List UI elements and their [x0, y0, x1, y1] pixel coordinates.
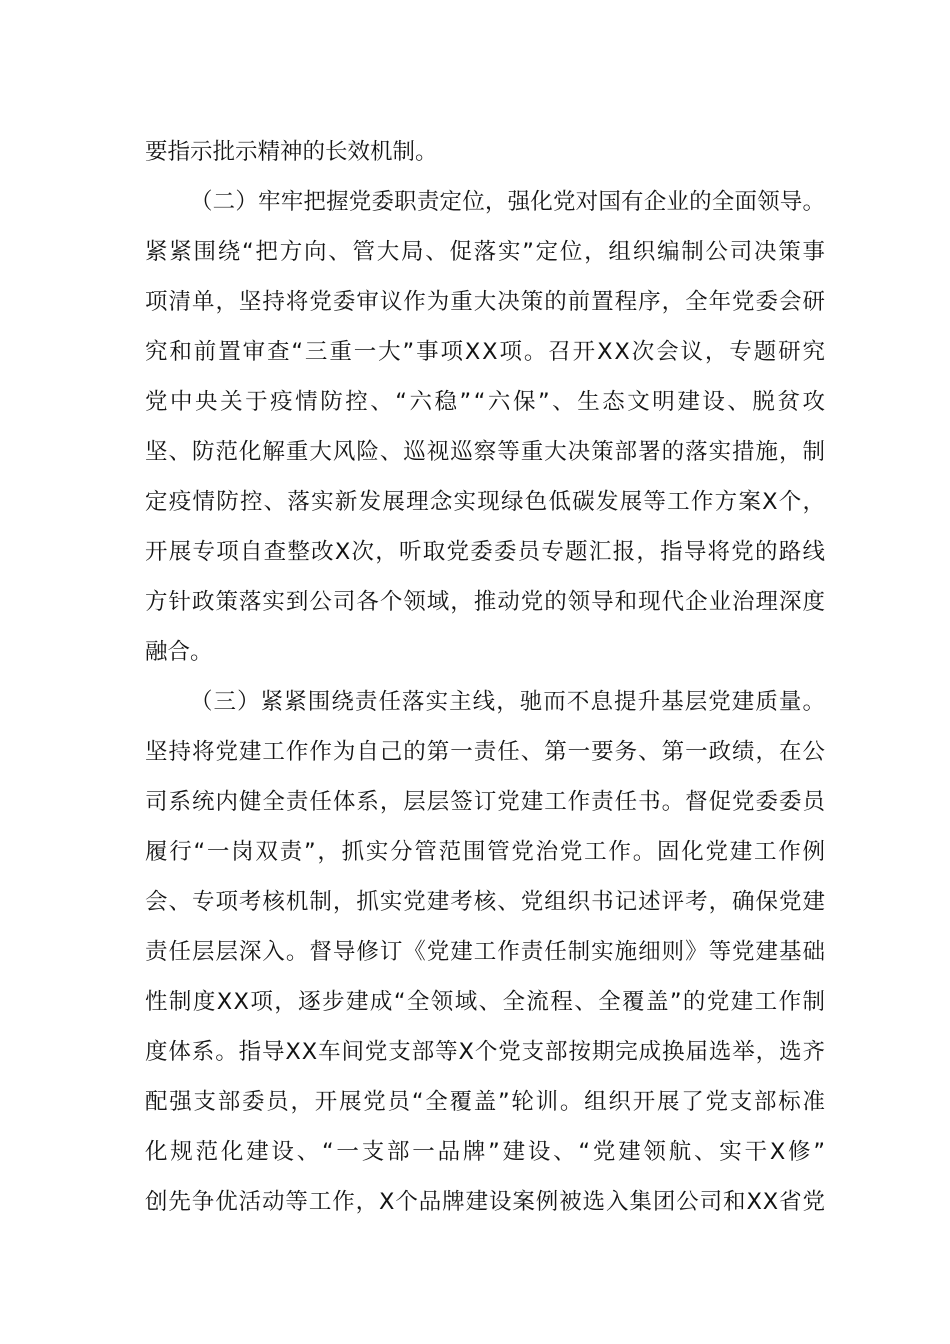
text-line-3: 紧紧围绕“把方向、管大局、促落实”定位，组织编制公司决策事	[145, 239, 827, 265]
text-line-21: 化规范化建设、“一支部一品牌”建设、“党建领航、实干X修”	[145, 1139, 828, 1165]
text-line-19: 度体系。指导XX车间党支部等X个党支部按期完成换届选举，选齐	[145, 1039, 826, 1065]
text-line-12: （三）紧紧围绕责任落实主线，驰而不息提升基层党建质量。	[190, 689, 827, 715]
text-line-9: 开展专项自查整改X次，听取党委委员专题汇报，指导将党的路线	[145, 539, 827, 565]
text-line-11: 融合。	[145, 639, 213, 665]
text-line-22: 创先争优活动等工作，X个品牌建设案例被选入集团公司和XX省党	[145, 1189, 826, 1215]
text-line-13: 坚持将党建工作作为自己的第一责任、第一要务、第一政绩，在公	[145, 739, 826, 765]
text-line-1: 要指示批示精神的长效机制。	[145, 139, 438, 165]
text-line-4: 项清单，坚持将党委审议作为重大决策的前置程序，全年党委会研	[145, 289, 826, 315]
text-line-8: 定疫情防控、落实新发展理念实现绿色低碳发展等工作方案X个，	[145, 489, 827, 515]
text-line-16: 会、专项考核机制，抓实党建考核、党组织书记述评考，确保党建	[145, 889, 826, 915]
text-line-18: 性制度XX项，逐步建成“全领域、全流程、全覆盖”的党建工作制	[145, 989, 827, 1015]
text-line-10: 方针政策落实到公司各个领域，推动党的领导和现代企业治理深度	[145, 589, 826, 615]
text-line-6: 党中央关于疫情防控、“六稳”“六保”、生态文明建设、脱贫攻	[145, 389, 828, 415]
text-line-7: 坚、防范化解重大风险、巡视巡察等重大决策部署的落实措施，制	[145, 439, 826, 465]
text-line-20: 配强支部委员，开展党员“全覆盖”轮训。组织开展了党支部标准	[145, 1089, 827, 1115]
text-line-17: 责任层层深入。督导修订《党建工作责任制实施细则》等党建基础	[145, 939, 826, 965]
text-line-15: 履行“一岗双责”，抓实分管范围管党治党工作。固化党建工作例	[145, 839, 827, 865]
text-line-2: （二）牢牢把握党委职责定位，强化党对国有企业的全面领导。	[190, 189, 826, 215]
text-line-5: 究和前置审查“三重一大”事项XX项。召开XX次会议，专题研究	[145, 339, 827, 365]
text-line-14: 司系统内健全责任体系，层层签订党建工作责任书。督促党委委员	[145, 789, 826, 815]
